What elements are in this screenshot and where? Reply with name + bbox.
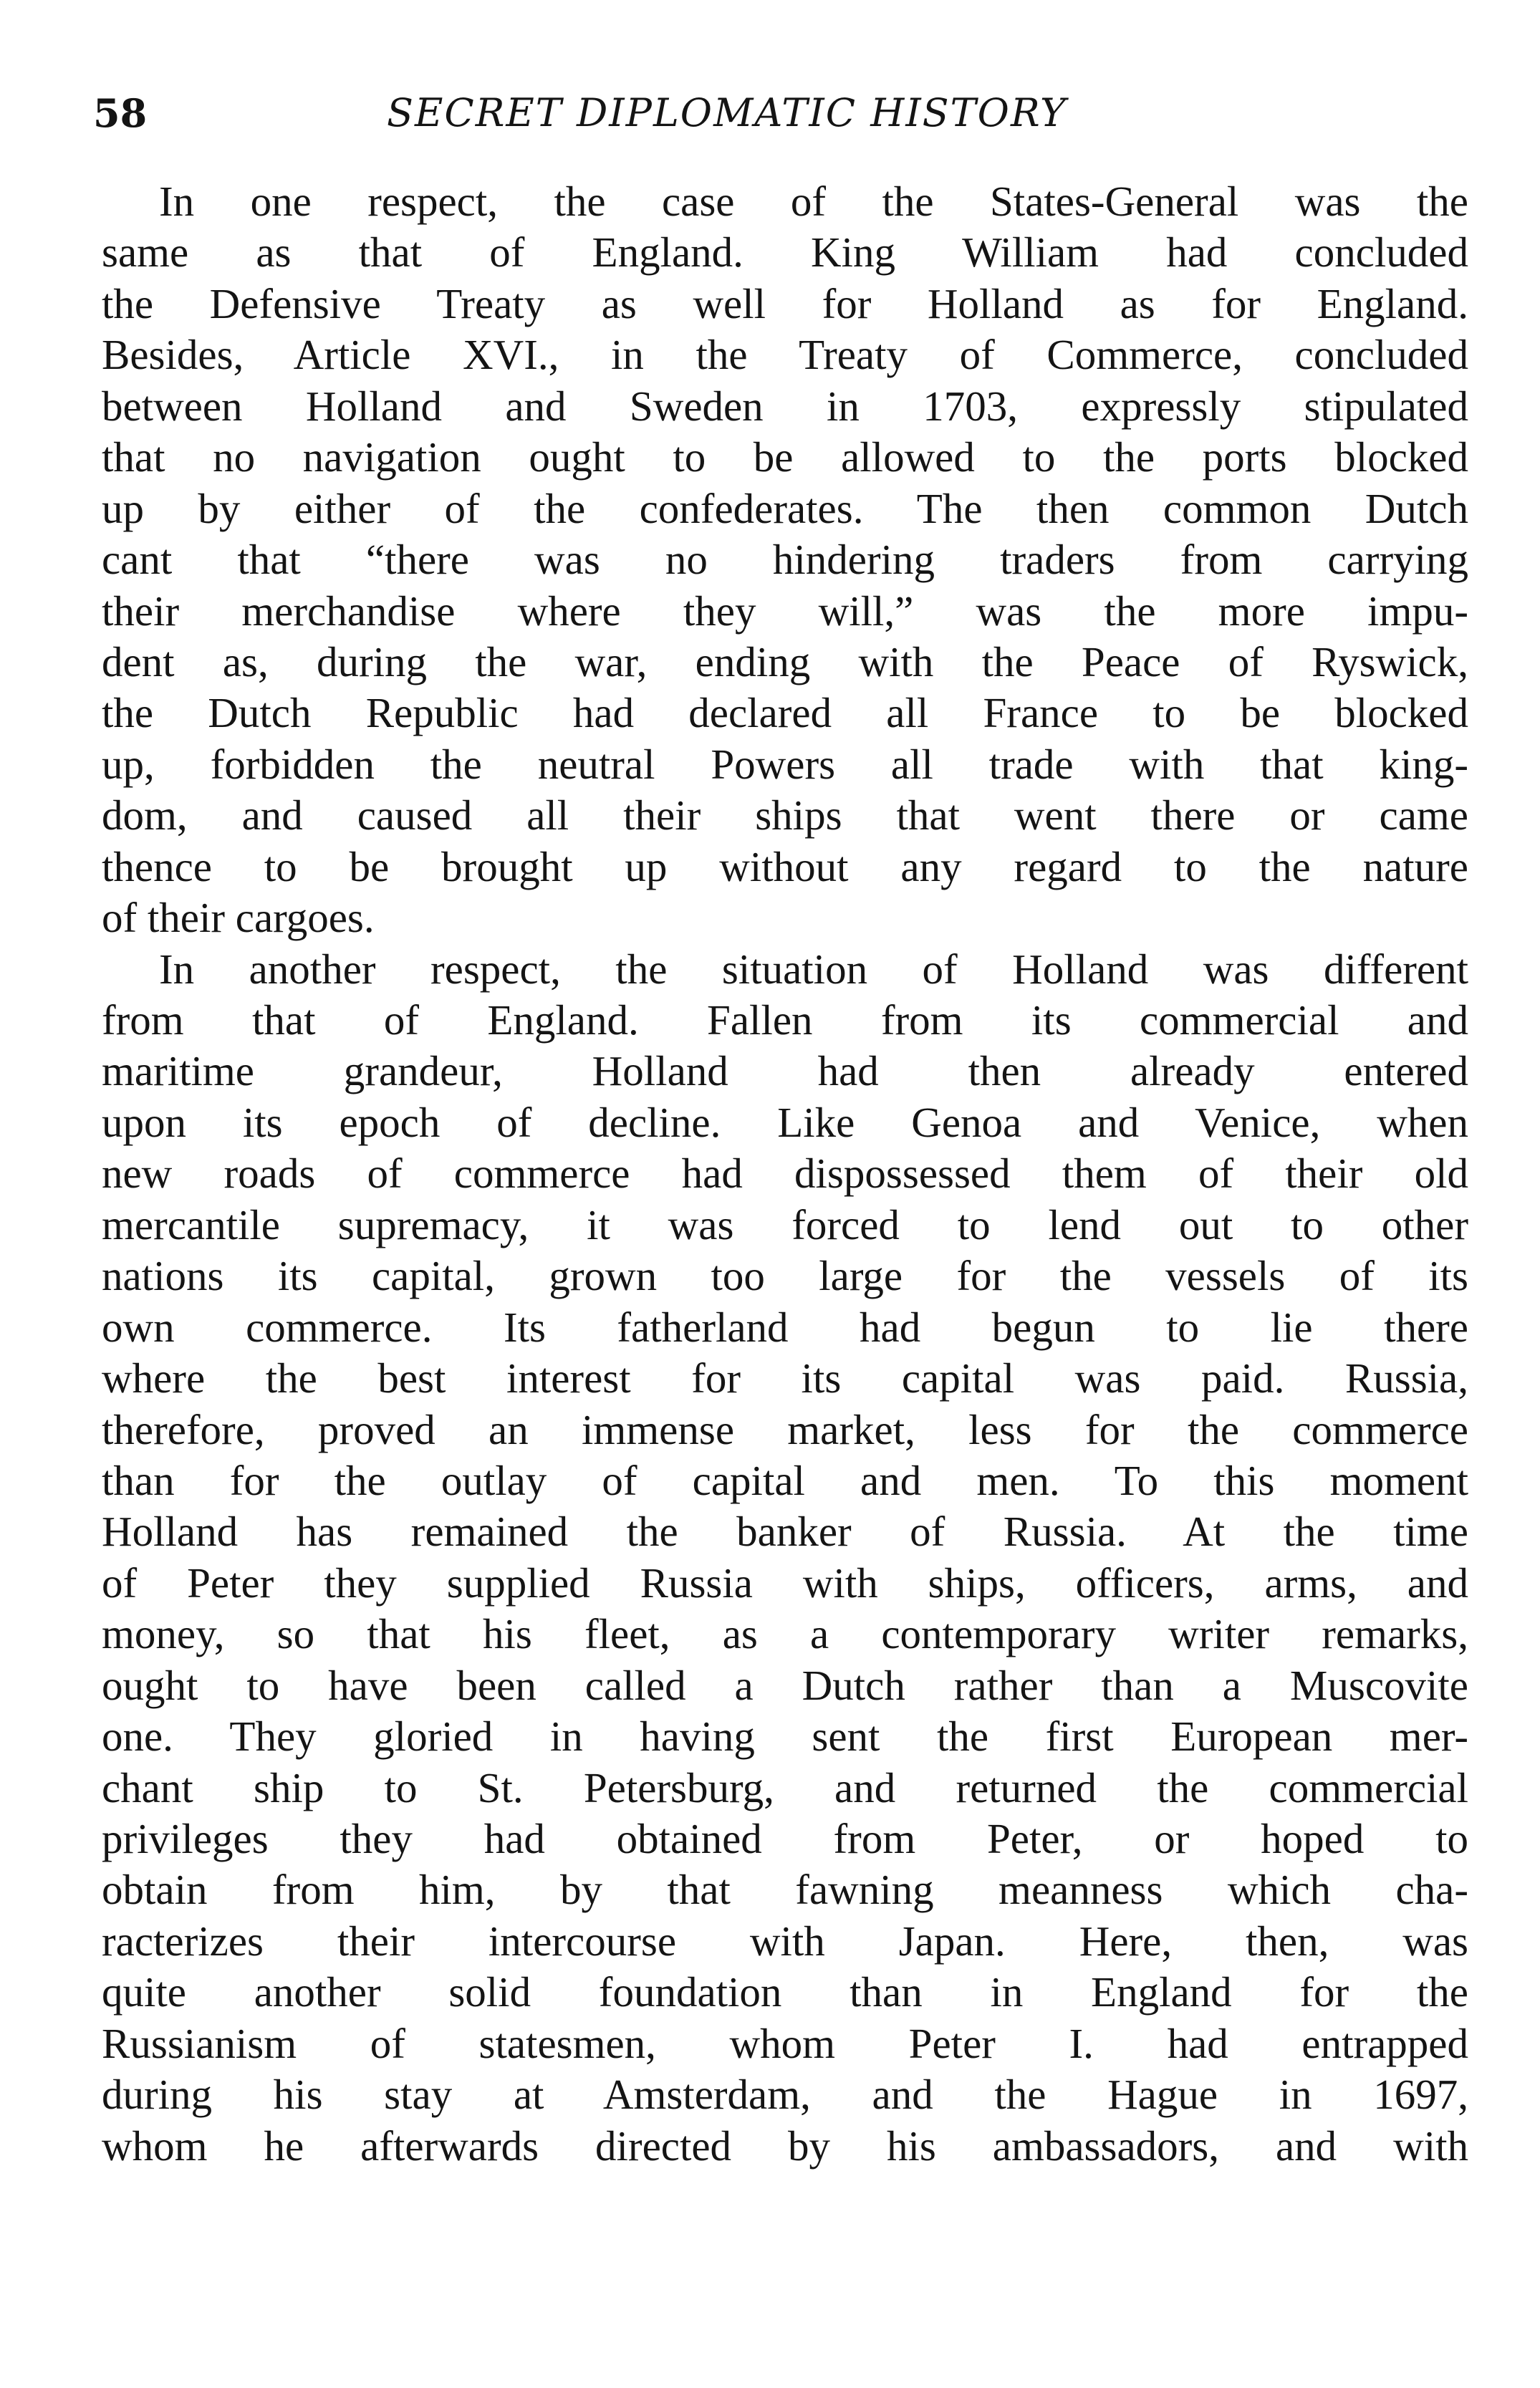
text-line: Russianism of statesmen, whom Peter I. had entrapped — [102, 2019, 1468, 2067]
text-line: therefore, proved an immense market, less for the commerce — [102, 1405, 1468, 1453]
text-line: money, so that his fleet, as a contemporary writer remarks, — [102, 1610, 1468, 1658]
text-line: maritime grandeur, Holland had then already entered — [102, 1047, 1468, 1095]
paragraph-1 — [102, 176, 1468, 944]
text-line: one. They gloried in having sent the first European mer- — [102, 1713, 1468, 1761]
text-line: upon its epoch of decline. Like Genoa and Venice, when — [102, 1098, 1468, 1146]
text-line: new roads of commerce had dispossessed them of their old — [102, 1150, 1468, 1198]
text-line: own commerce. Its fatherland had begun to lie there — [102, 1303, 1468, 1351]
text-line: quite another solid foundation than in England for the — [102, 1968, 1468, 2016]
text-line: whom he afterwards directed by his ambassadors, and with — [102, 2122, 1468, 2170]
text-line: during his stay at Amsterdam, and the Hague in 1697, — [102, 2071, 1468, 2119]
text-line: that no navigation ought to be allowed to the ports blocked — [102, 433, 1468, 481]
page-number: 58 — [93, 90, 148, 136]
text-line: between Holland and Sweden in 1703, expressly stipulated — [102, 382, 1468, 430]
text-line: dom, and caused all their ships that went there or came — [102, 791, 1468, 839]
text-line: cant that “there was no hindering traders from carrying — [102, 536, 1468, 584]
text-line: mercantile supremacy, it was forced to lend out to other — [102, 1200, 1468, 1248]
running-header — [93, 85, 1476, 142]
text-line: same as that of England. King William had concluded — [102, 228, 1468, 276]
text-line: privileges they had obtained from Peter, or hoped to — [102, 1815, 1468, 1862]
text-line: up, forbidden the neutral Powers all trade with that king- — [102, 740, 1468, 788]
text-line: the Defensive Treaty as well for Holland as for England. — [102, 279, 1468, 327]
running-title: SECRET DIPLOMATIC HISTORY — [387, 90, 1067, 135]
text-line: of their cargoes. — [102, 894, 375, 942]
text-line: the Dutch Republic had declared all France to be blocked — [102, 689, 1468, 737]
body-text — [102, 176, 1468, 2172]
text-line: Besides, Article XVI., in the Treaty of Commerce, concluded — [102, 331, 1468, 379]
text-line: ought to have been called a Dutch rather than a Muscovite — [102, 1661, 1468, 1709]
text-line: of Peter they supplied Russia with ships, officers, arms, and — [102, 1559, 1468, 1607]
text-line: obtain from him, by that fawning meanness which cha- — [102, 1866, 1468, 1914]
text-line: than for the outlay of capital and men. To this moment — [102, 1456, 1468, 1504]
text-line: In one respect, the case of the States-General was the — [159, 178, 1468, 225]
text-line: dent as, during the war, ending with the Peace of Ryswick, — [102, 637, 1468, 685]
text-line: Holland has remained the banker of Russia. At the time — [102, 1508, 1468, 1556]
text-line: where the best interest for its capital was paid. Russia, — [102, 1354, 1468, 1402]
paragraph-2 — [102, 944, 1468, 2172]
text-line: up by either of the confederates. The then common Dutch — [102, 484, 1468, 532]
text-line: thence to be brought up without any regard to the nature — [102, 842, 1468, 890]
text-line: nations its capital, grown too large for the vessels of its — [102, 1252, 1468, 1300]
text-line: In another respect, the situation of Holland was different — [159, 945, 1468, 993]
text-line: racterizes their intercourse with Japan. Here, then, was — [102, 1917, 1468, 1965]
text-line: from that of England. Fallen from its commercial and — [102, 996, 1468, 1044]
text-line: chant ship to St. Petersburg, and returned the commercial — [102, 1763, 1468, 1811]
text-line: their merchandise where they will,” was the more impu- — [102, 587, 1468, 635]
